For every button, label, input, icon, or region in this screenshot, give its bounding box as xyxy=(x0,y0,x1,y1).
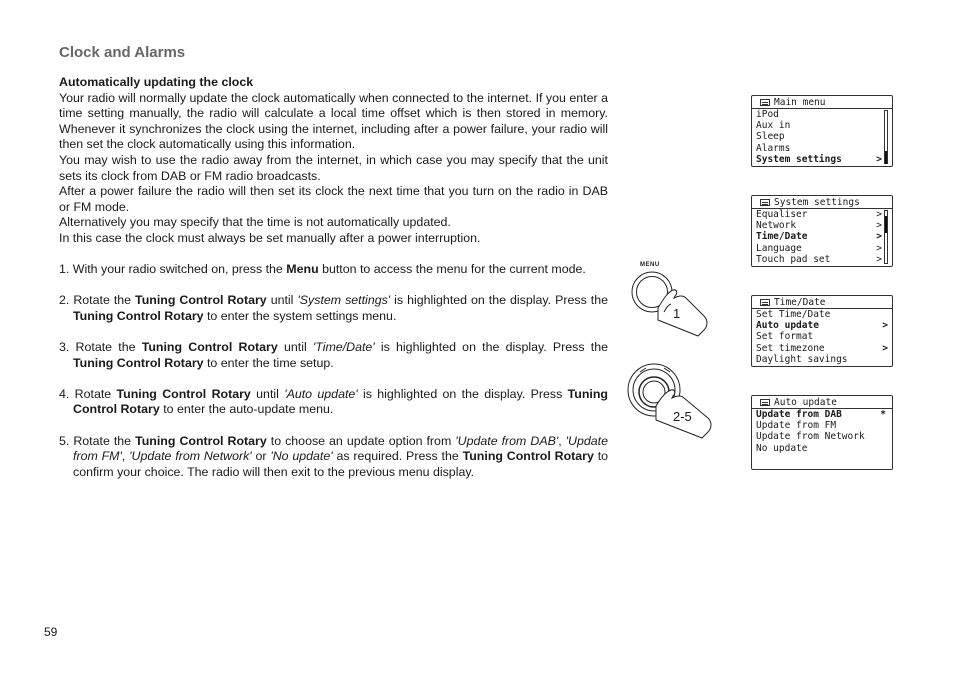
list-item: Update from Network xyxy=(756,431,865,443)
menu-list-icon xyxy=(760,199,770,206)
list-item: iPod xyxy=(756,109,779,120)
page-number: 59 xyxy=(44,625,58,639)
list-item: Update from FM xyxy=(756,420,837,432)
list-item: Daylight savings xyxy=(756,353,848,365)
menu-list-icon xyxy=(760,399,770,406)
list-item: Sleep xyxy=(756,131,785,143)
list-item: Network > xyxy=(756,220,882,232)
list-item: Equaliser > xyxy=(756,209,882,220)
chevron-right-icon: > xyxy=(876,220,882,232)
lcd-main-menu: Main menu iPod Aux in Sleep Alarms System settings > xyxy=(751,95,893,167)
intro-paragraph-5: In this case the clock must always be set manually after a power interruption. xyxy=(59,230,481,245)
step-2: 2. Rotate the Tuning Control Rotary until 'System settings' is highlighted on the display. Press the Tuning Control Rotary to enter the system settings menu. xyxy=(59,293,609,323)
menu-list-icon xyxy=(760,99,770,106)
scrollbar xyxy=(884,210,888,264)
list-item: Language > xyxy=(756,242,882,254)
chevron-right-icon: > xyxy=(876,231,882,243)
subheading: Automatically updating the clock xyxy=(59,75,254,89)
lcd-auto-update: Auto update Update from DAB * Update from FM Update from Network No update xyxy=(751,395,893,470)
intro-paragraph-4: Alternatively you may specify that the time is not automatically updated. xyxy=(59,215,451,230)
lcd-system-settings: System settings Equaliser > Network > Time/Date > Language > Touch pad set > xyxy=(751,195,893,267)
chevron-right-icon: > xyxy=(876,153,882,165)
step-4: 4. Rotate Tuning Control Rotary until 'Auto update' is highlighted on the display. Press Tuning Control Rotary to enter the auto-update menu. xyxy=(59,386,608,417)
list-item: Aux in xyxy=(756,120,791,132)
chevron-right-icon: > xyxy=(882,342,888,354)
step-5: 5. Rotate the Tuning Control Rotary to choose an update option from 'Update from DAB', 'Update from FM', 'Update from Network' or 'No update' as required. Press the Tuning Control Rotary to confirm your choice. The radio will then exit to the previous menu display. xyxy=(59,433,609,479)
intro-paragraph-2: You may wish to use the radio away from the internet, in which case you may specify that the unit sets its clock from DAB or FM radio broadcasts. xyxy=(59,152,608,183)
list-item: Set timezone > xyxy=(756,342,888,354)
list-item: No update xyxy=(756,442,808,454)
menu-button-press-illustration xyxy=(628,268,718,340)
list-item: Alarms xyxy=(756,142,791,154)
menu-button-label: MENU xyxy=(640,262,660,268)
list-item: Set format xyxy=(756,331,814,343)
list-item-selected: Auto update > xyxy=(756,320,888,332)
step-1: 1. With your radio switched on, press the Menu button to access the menu for the current mode. xyxy=(59,262,586,277)
step-label-1: 1 xyxy=(673,306,681,321)
list-item-selected: System settings > xyxy=(756,153,882,165)
menu-list-icon xyxy=(760,299,770,306)
list-item: Touch pad set > xyxy=(756,253,882,265)
instructions-body xyxy=(59,75,608,480)
step-label-2: 2-5 xyxy=(673,409,692,424)
lcd-time-date: Time/Date Set Time/Date Auto update > Set format Set timezone > Daylight savings xyxy=(751,295,893,367)
chevron-right-icon: > xyxy=(876,253,882,265)
intro-paragraph-1: Your radio will normally update the clock automatically when connected to the internet. If you enter a time setting manually, the radio will calculate a local time offset which is then stored in memory. Whenever it synchronizes the clock using the internet, including after a power failure, your radio will then set the clock automatically using this information. xyxy=(59,90,608,152)
list-item-selected: Update from DAB * xyxy=(756,409,886,420)
chevron-right-icon: > xyxy=(882,320,888,332)
scrollbar xyxy=(884,110,888,164)
chevron-right-icon: > xyxy=(876,242,882,254)
chevron-right-icon: > xyxy=(876,209,882,220)
intro-paragraph-3: After a power failure the radio will then set its clock the next time that you turn on the radio in DAB or FM mode. xyxy=(59,184,608,214)
step-3: 3. Rotate the Tuning Control Rotary until 'Time/Date' is highlighted on the display. Press the Tuning Control Rotary to enter the time setup. xyxy=(59,340,608,370)
selected-star-icon: * xyxy=(880,409,886,420)
rotary-control-illustration xyxy=(626,362,722,444)
section-title: Clock and Alarms xyxy=(59,44,186,61)
list-item-selected: Time/Date > xyxy=(756,231,882,243)
list-item: Set Time/Date xyxy=(756,309,831,320)
